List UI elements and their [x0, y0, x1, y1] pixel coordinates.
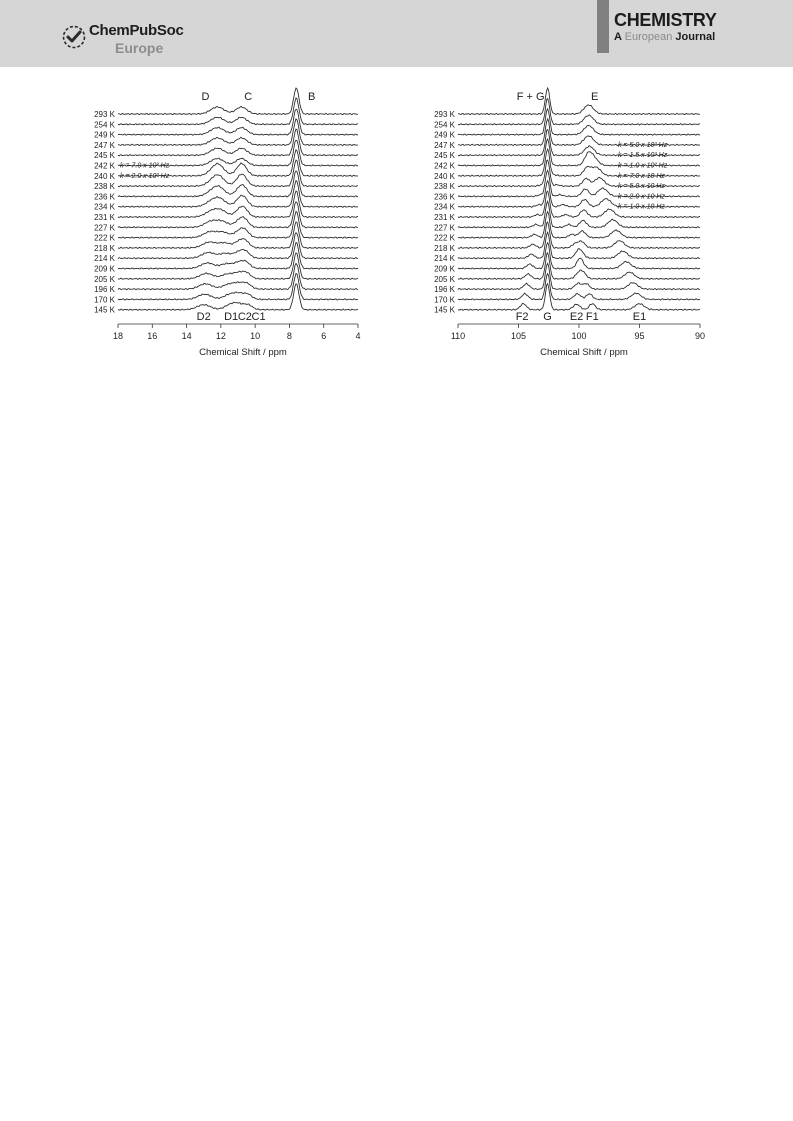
rate-constant-label: k = 2.0 x 10 Hz — [618, 193, 665, 201]
peak-label-bottom: C1 — [251, 311, 266, 323]
temperature-label: 227 K — [94, 223, 115, 233]
spectrum-trace-0-17 — [118, 263, 358, 289]
peak-label-top: B — [308, 91, 316, 103]
x-tick-label: 6 — [321, 331, 327, 341]
temperature-label: 242 K — [434, 161, 455, 171]
x-tick-label: 16 — [147, 331, 158, 341]
spectrum-trace-1-12 — [458, 212, 700, 239]
temperature-label: 240 K — [94, 171, 115, 181]
x-axis-title: Chemical Shift / ppm — [199, 347, 287, 358]
publisher-logo — [62, 22, 197, 58]
journal-accent-bar — [597, 0, 609, 53]
temperature-label: 196 K — [94, 285, 115, 295]
peak-label-bottom: E2 — [569, 311, 584, 323]
temperature-label: 236 K — [434, 192, 455, 202]
spectrum-trace-1-1 — [458, 99, 700, 125]
spectrum-trace-0-19 — [118, 284, 358, 311]
journal-subtitle-c: Journal — [675, 31, 716, 43]
spectrum-trace-0-2 — [118, 109, 358, 135]
peak-label-bottom: E1 — [632, 311, 647, 323]
peak-label-top: E — [591, 91, 599, 103]
peak-label-bottom: F1 — [585, 311, 599, 323]
temperature-label: 214 K — [94, 254, 115, 264]
peak-label-bottom: D1 — [224, 311, 239, 323]
rate-constant-label: k = 5.0 x 10 Hz — [618, 183, 665, 191]
temperature-label: 234 K — [434, 202, 455, 212]
x-axis-title: Chemical Shift / ppm — [540, 347, 628, 358]
temperature-label: 234 K — [94, 202, 115, 212]
temperature-label: 214 K — [434, 254, 455, 264]
spectrum-trace-1-14 — [458, 232, 700, 259]
nmr-figure — [0, 80, 793, 380]
journal-subtitle — [614, 31, 715, 43]
rate-constant-label: k = 1.0 x 10 Hz — [618, 203, 665, 211]
x-tick-label: 90 — [694, 331, 706, 341]
x-tick-label: 8 — [286, 331, 292, 341]
spectrum-trace-0-12 — [118, 212, 358, 239]
spectrum-trace-1-16 — [458, 253, 700, 280]
spectrum-trace-1-18 — [458, 274, 700, 301]
temperature-label: 249 K — [94, 130, 115, 140]
temperature-label: 245 K — [94, 151, 115, 161]
rate-constant-label: k = 7.0 x 10² Hz — [120, 162, 170, 170]
spectrum-trace-0-0 — [118, 88, 358, 115]
spectrum-trace-0-11 — [118, 202, 358, 228]
temperature-label: 247 K — [434, 140, 455, 150]
temperature-label: 209 K — [434, 264, 455, 274]
temperature-label: 209 K — [94, 264, 115, 274]
temperature-label: 170 K — [94, 295, 115, 305]
temperature-label: 242 K — [94, 161, 115, 171]
rate-constant-label: k = 1.5 x 10³ Hz — [618, 152, 668, 160]
temperature-label: 293 K — [434, 110, 455, 119]
spectrum-trace-0-1 — [118, 98, 358, 125]
publisher-name: ChemPubSoc — [89, 22, 184, 39]
peak-label-top: F + G — [516, 91, 545, 103]
chempubsoc-star-icon — [62, 25, 86, 49]
x-tick-label: 110 — [450, 331, 466, 341]
nmr-spectra-svg — [0, 80, 793, 380]
temperature-label: 218 K — [434, 243, 455, 253]
spectrum-trace-1-15 — [458, 243, 700, 270]
temperature-label: 196 K — [434, 285, 455, 295]
journal-subtitle-a: A — [614, 31, 622, 43]
spectrum-trace-0-13 — [118, 222, 358, 249]
temperature-label: 236 K — [94, 192, 115, 202]
x-tick-label: 105 — [510, 331, 527, 341]
temperature-label: 293 K — [94, 110, 115, 119]
temperature-label: 245 K — [434, 151, 455, 161]
spectrum-trace-0-9 — [118, 181, 358, 208]
spectrum-trace-1-17 — [458, 263, 700, 290]
rate-constant-label: k = 7.0 x 10 Hz — [618, 172, 665, 180]
publisher-region: Europe — [115, 40, 164, 56]
spectrum-trace-0-3 — [118, 119, 358, 146]
temperature-label: 222 K — [434, 233, 455, 243]
temperature-label: 222 K — [94, 233, 115, 243]
temperature-label: 205 K — [94, 274, 115, 284]
temperature-label: 231 K — [94, 213, 115, 222]
spectrum-trace-0-4 — [118, 129, 358, 156]
rate-constant-label: k = 1.0 x 10² Hz — [618, 162, 668, 170]
spectrum-trace-0-16 — [118, 253, 358, 280]
journal-header — [0, 0, 793, 67]
spectrum-trace-1-13 — [458, 222, 700, 249]
temperature-label: 218 K — [94, 243, 115, 253]
x-tick-label: 4 — [355, 331, 361, 341]
spectrum-trace-0-18 — [118, 273, 358, 300]
temperature-label: 254 K — [434, 120, 455, 130]
x-tick-label: 95 — [634, 331, 645, 341]
peak-label-bottom: D2 — [196, 311, 211, 323]
spectrum-trace-0-10 — [118, 191, 358, 218]
temperature-label: 231 K — [434, 213, 455, 222]
temperature-label: 170 K — [434, 295, 455, 305]
peak-label-bottom: F2 — [515, 311, 529, 323]
peak-label-top: D — [201, 91, 210, 103]
spectrum-trace-0-15 — [118, 243, 358, 270]
x-tick-label: 18 — [112, 331, 124, 341]
x-tick-label: 10 — [250, 331, 261, 341]
temperature-label: 238 K — [94, 182, 115, 192]
peak-label-top: C — [244, 91, 253, 103]
spectrum-trace-0-14 — [118, 233, 358, 259]
x-tick-label: 12 — [215, 331, 226, 341]
rate-constant-label: k = 5.0 x 10³ Hz — [618, 141, 668, 149]
journal-subtitle-b: European — [624, 31, 673, 43]
journal-title: CHEMISTRY — [614, 10, 717, 30]
spectrum-trace-1-0 — [458, 88, 700, 115]
temperature-label: 240 K — [434, 171, 455, 181]
spectrum-trace-1-19 — [458, 284, 700, 311]
x-tick-label: 100 — [571, 331, 587, 341]
temperature-label: 254 K — [94, 120, 115, 130]
temperature-label: 247 K — [94, 140, 115, 150]
temperature-label: 205 K — [434, 274, 455, 284]
peak-label-bottom: C2 — [237, 311, 252, 323]
temperature-label: 238 K — [434, 182, 455, 192]
rate-constant-label: k = 2.0 x 10² Hz — [120, 172, 170, 180]
temperature-label: 145 K — [94, 305, 115, 315]
temperature-label: 145 K — [434, 305, 455, 315]
x-tick-label: 14 — [181, 331, 192, 341]
peak-label-bottom: G — [543, 311, 552, 323]
temperature-label: 249 K — [434, 130, 455, 140]
temperature-label: 227 K — [434, 223, 455, 233]
